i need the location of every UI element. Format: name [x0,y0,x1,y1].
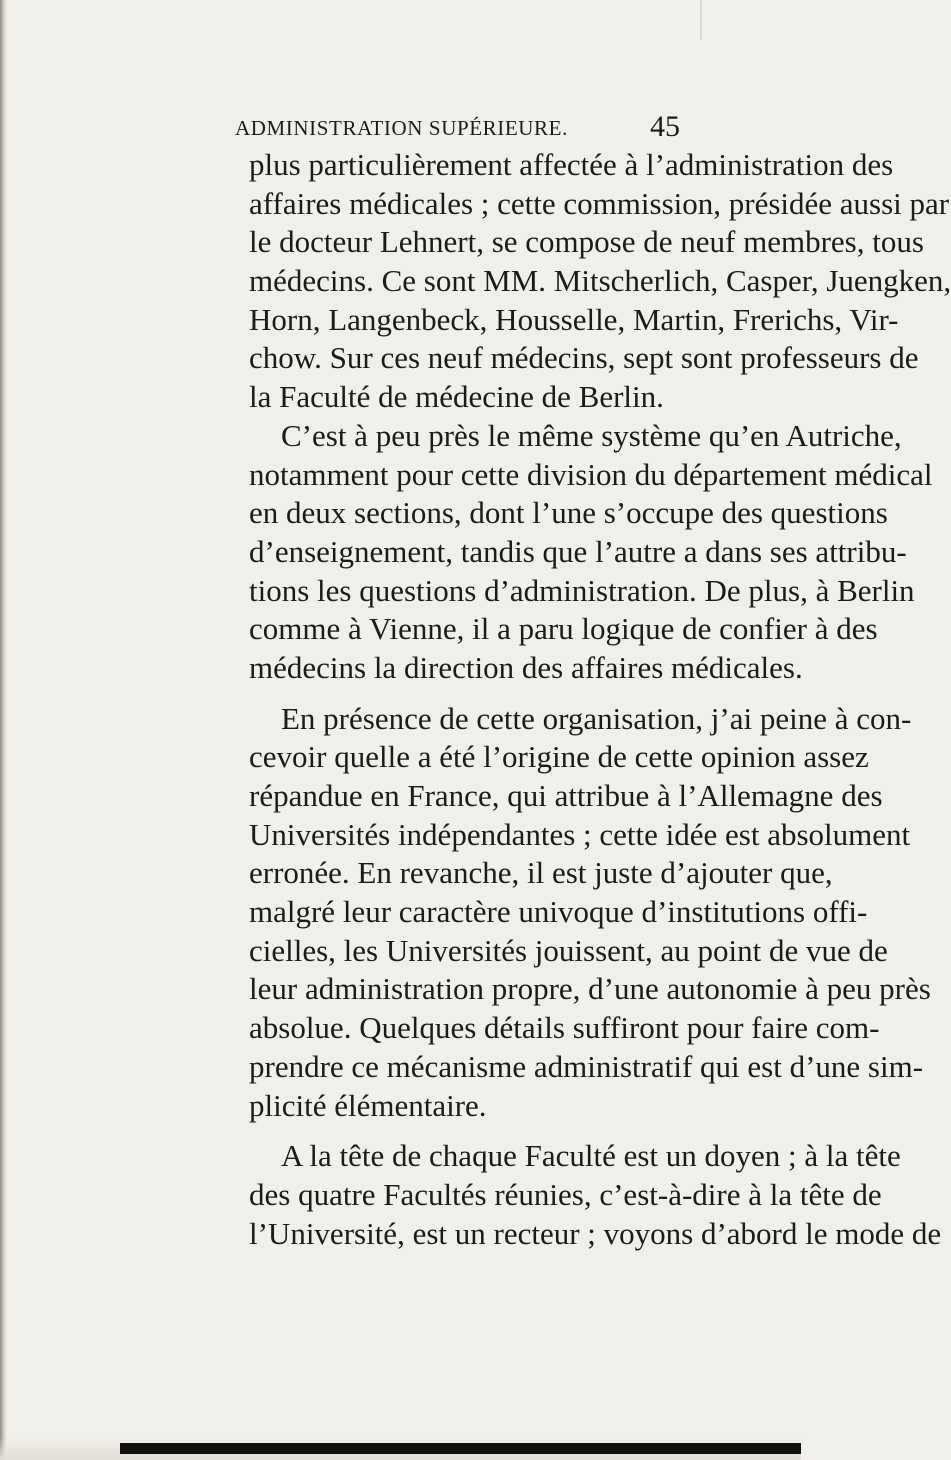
text-line: Horn, Langenbeck, Housselle, Martin, Frerichs, Vir- [249,301,899,337]
page-number: 45 [650,110,680,143]
text-line: cielles, les Universités jouissent, au point de vue de [249,932,888,968]
text-line: absolue. Quelques détails suffiront pour faire com- [249,1010,880,1046]
paragraph [249,1137,942,1253]
text-line: le docteur Lehnert, se compose de neuf membres, tous [249,224,924,260]
text-line: plus particulièrement affectée à l’administration des [249,147,894,182]
text-line: d’enseignement, tandis que l’autre a dans ses attribu- [249,533,907,569]
text-line: affaires médicales ; cette commission, présidée aussi par [249,185,950,221]
text-line: l’Université, est un recteur ; voyons d’abord le mode de [249,1215,942,1251]
text-line: des quatre Facultés réunies, c’est-à-dire à la tête de [249,1176,882,1212]
text-line: plicité élémentaire. [249,1087,487,1123]
text-line: notamment pour cette division du département médical [249,456,933,492]
paragraph-spacer [249,688,769,700]
text-line: chow. Sur ces neuf médecins, sept sont professeurs de [249,340,919,376]
text-line: malgré leur caractère univoque d’institutions offi- [249,894,868,930]
running-header [0,110,801,150]
text-line: erronée. En revanche, il est juste d’ajouter que, [249,855,833,891]
text-line: leur administration propre, d’une autonomie à peu près [249,971,931,1007]
text-line: médecins la direction des affaires médicales. [249,649,803,685]
page-crease [700,0,702,40]
text-line: comme à Vienne, il a paru logique de confier à des [249,611,878,647]
scan-bottom-edge [120,1443,801,1454]
paragraph [249,146,951,417]
paragraph [249,417,933,688]
text-line: A la tête de chaque Faculté est un doyen ; à la tête [281,1138,901,1174]
paragraph-spacer [249,1125,769,1137]
text-line: en deux sections, dont l’une s’occupe des questions [249,495,888,531]
running-title: ADMINISTRATION SUPÉRIEURE. [235,116,568,140]
text-line: tions les questions d’administration. De plus, à Berlin [249,572,915,608]
text-line: Universités indépendantes ; cette idée est absolument [249,816,911,852]
text-line: cevoir quelle a été l’origine de cette opinion assez [249,739,869,775]
page-binding-shadow [0,0,7,1460]
text-line: médecins. Ce sont MM. Mitscherlich, Casper, Juengken, [249,263,951,299]
text-line: En présence de cette organisation, j’ai peine à con- [281,700,912,736]
text-line: la Faculté de médecine de Berlin. [249,379,664,415]
text-line: répandue en France, qui attribue à l’Allemagne des [249,778,883,813]
paragraph [249,700,931,1126]
body-text [249,146,951,1253]
text-line: prendre ce mécanisme administratif qui est d’une sim- [249,1048,924,1084]
text-line: C’est à peu près le même système qu’en Autriche, [281,417,902,453]
